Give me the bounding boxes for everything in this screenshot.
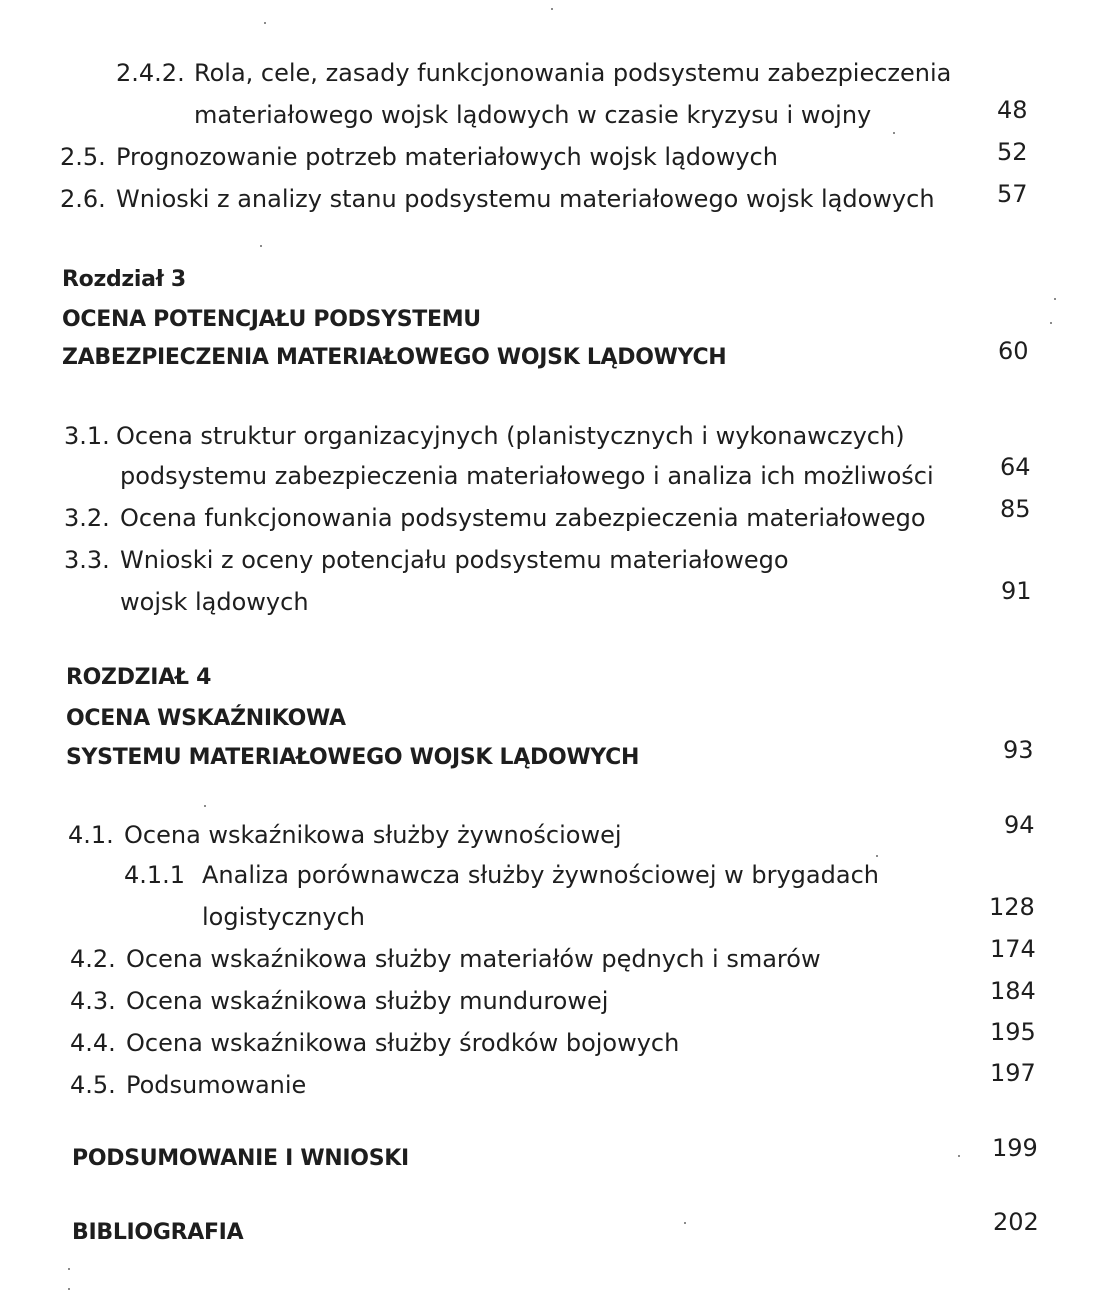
- toc-page-number: 199: [992, 1134, 1038, 1162]
- toc-entry-title: Rola, cele, zasady funkcjonowania podsystemu zabezpieczenia: [194, 59, 952, 87]
- chapter-3-label: Rozdział 3: [62, 267, 186, 292]
- scan-speck: [893, 132, 895, 134]
- toc-entry-3-1-line1: [64, 421, 905, 451]
- toc-entry-title: Ocena wskaźnikowa służby materiałów pędnych i smarów: [126, 945, 821, 973]
- scan-speck: [68, 1268, 70, 1270]
- toc-entry-number: 3.3.: [64, 546, 110, 574]
- toc-entry-4-4: [70, 1028, 679, 1058]
- toc-entry-number: 4.4.: [70, 1029, 116, 1057]
- toc-page-number: 174: [990, 935, 1036, 963]
- toc-entry-title: Wnioski z oceny potencjału podsystemu materiałowego: [120, 546, 789, 574]
- toc-page-number: 85: [1000, 495, 1031, 523]
- toc-page-number: 94: [1004, 811, 1035, 839]
- bibliography-heading: BIBLIOGRAFIA: [72, 1220, 244, 1245]
- toc-entry-number: 4.1.1: [124, 861, 186, 889]
- toc-page-number: 60: [998, 337, 1029, 365]
- toc-entry-number: 3.1.: [64, 422, 110, 450]
- toc-entry-title: Wnioski z analizy stanu podsystemu materiałowego wojsk lądowych: [116, 185, 935, 213]
- chapter-4-label: ROZDZIAŁ 4: [66, 665, 212, 690]
- scan-speck: [1054, 298, 1056, 300]
- summary-heading: PODSUMOWANIE I WNIOSKI: [72, 1146, 409, 1171]
- toc-entry-title: Ocena wskaźnikowa służby żywnościowej: [124, 821, 622, 849]
- toc-page-number: 64: [1000, 453, 1031, 481]
- toc-entry-4-1: [68, 820, 622, 850]
- toc-entry-number: 3.2.: [64, 504, 110, 532]
- toc-entry-4-3: [70, 986, 608, 1016]
- toc-entry-title: Podsumowanie: [126, 1071, 307, 1099]
- scan-speck: [68, 1288, 70, 1290]
- toc-page-number: 195: [990, 1018, 1036, 1046]
- toc-page-number: 93: [1003, 736, 1034, 764]
- scan-speck: [1050, 322, 1052, 324]
- scan-speck: [264, 22, 266, 24]
- scan-speck: [876, 855, 878, 857]
- toc-entry-4-1-1-line2: logistycznych: [202, 903, 365, 931]
- toc-entry-number: 2.4.2.: [116, 59, 185, 87]
- scan-speck: [958, 1155, 960, 1157]
- toc-entry-2-6: [60, 184, 935, 214]
- toc-entry-2-5: [60, 142, 778, 172]
- toc-entry-3-3-line2: wojsk lądowych: [120, 588, 309, 616]
- scan-speck: [684, 1222, 686, 1224]
- toc-entry-title: Prognozowanie potrzeb materiałowych wojsk lądowych: [116, 143, 778, 171]
- toc-page-number: 91: [1001, 577, 1032, 605]
- toc-entry-number: 4.5.: [70, 1071, 116, 1099]
- toc-entry-4-2: [70, 944, 821, 974]
- toc-entry-number: 4.1.: [68, 821, 114, 849]
- toc-entry-4-5: [70, 1070, 306, 1100]
- scan-speck: [260, 245, 262, 247]
- toc-entry-title: Analiza porównawcza służby żywnościowej w brygadach: [202, 861, 879, 889]
- toc-page-number: 202: [993, 1208, 1039, 1236]
- chapter-3-title-line2: ZABEZPIECZENIA MATERIAŁOWEGO WOJSK LĄDOWYCH: [62, 345, 727, 370]
- toc-entry-number: 2.6.: [60, 185, 106, 213]
- toc-entry-3-3-line1: [64, 545, 789, 575]
- toc-entry-number: 4.3.: [70, 987, 116, 1015]
- scan-speck: [204, 805, 206, 807]
- toc-entry-3-2: [64, 503, 926, 533]
- toc-page-number: 184: [990, 977, 1036, 1005]
- toc-entry-number: 4.2.: [70, 945, 116, 973]
- toc-entry-title: Ocena wskaźnikowa służby środków bojowych: [126, 1029, 680, 1057]
- toc-entry-title: Ocena wskaźnikowa służby mundurowej: [126, 987, 609, 1015]
- chapter-4-title-line2: SYSTEMU MATERIAŁOWEGO WOJSK LĄDOWYCH: [66, 745, 640, 770]
- toc-entry-4-1-1-line1: [124, 860, 879, 890]
- toc-page-number: 52: [997, 138, 1028, 166]
- toc-page-number: 57: [997, 180, 1028, 208]
- toc-entry-2-4-2-line1: [116, 58, 951, 88]
- chapter-3-title-line1: OCENA POTENCJAŁU PODSYSTEMU: [62, 307, 481, 332]
- toc-page-number: 197: [990, 1059, 1036, 1087]
- toc-entry-title: Ocena funkcjonowania podsystemu zabezpieczenia materiałowego: [120, 504, 926, 532]
- toc-page-number: 48: [997, 96, 1028, 124]
- scan-speck: [551, 8, 553, 10]
- toc-entry-3-1-line2: podsystemu zabezpieczenia materiałowego i analiza ich możliwości: [120, 462, 934, 490]
- toc-entry-title: Ocena struktur organizacyjnych (planistycznych i wykonawczych): [116, 422, 905, 450]
- toc-entry-2-4-2-line2: materiałowego wojsk lądowych w czasie kryzysu i wojny: [194, 101, 872, 129]
- toc-entry-number: 2.5.: [60, 143, 106, 171]
- toc-page-number: 128: [989, 893, 1035, 921]
- chapter-4-title-line1: OCENA WSKAŹNIKOWA: [66, 706, 346, 731]
